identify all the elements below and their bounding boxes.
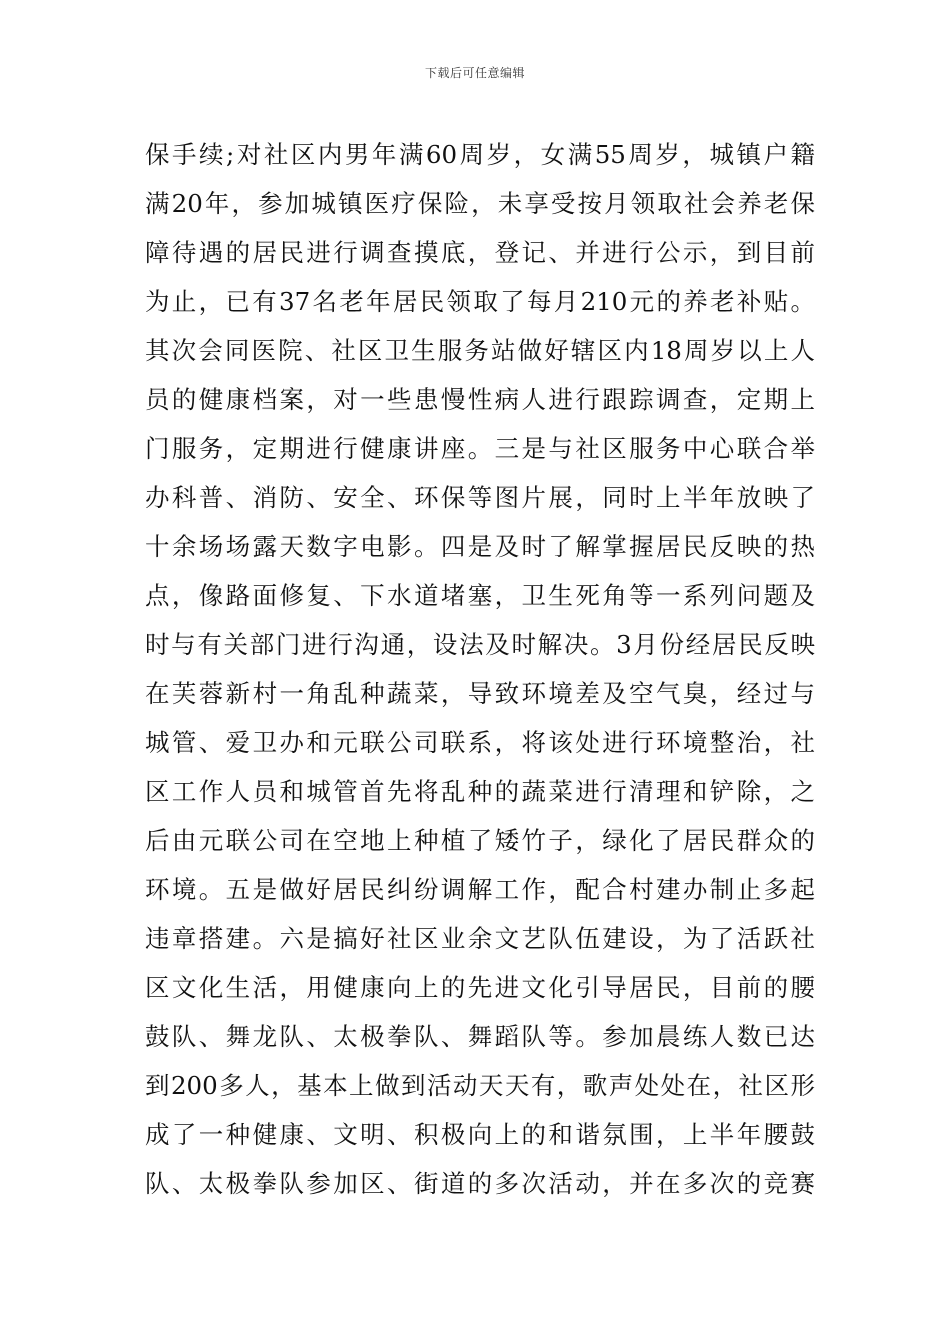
download-note: 下载后可任意编辑	[424, 66, 525, 80]
text-line: 办科普、消防、安全、环保等图片展，同时上半年放映了	[145, 483, 815, 512]
text-line: 员的健康档案，对一些患慢性病人进行跟踪调查，定期上	[145, 385, 815, 414]
text-line: 门服务，定期进行健康讲座。三是与社区服务中心联合举	[145, 434, 815, 463]
text-line: 城管、爱卫办和元联公司联系，将该处进行环境整治，社	[145, 728, 815, 757]
text-line: 在芙蓉新村一角乱种蔬菜，导致环境差及空气臭，经过与	[145, 679, 815, 708]
text-line: 违章搭建。六是搞好社区业余文艺队伍建设，为了活跃社	[145, 924, 815, 953]
text-line: 环境。五是做好居民纠纷调解工作，配合村建办制止多起	[145, 875, 815, 904]
text-line: 时与有关部门进行沟通，设法及时解决。3月份经居民反映	[145, 630, 815, 659]
text-line: 到200多人，基本上做到活动天天有，歌声处处在，社区形	[145, 1071, 815, 1100]
text-line: 保手续;对社区内男年满60周岁，女满55周岁，城镇户籍	[145, 140, 815, 169]
text-line: 障待遇的居民进行调查摸底，登记、并进行公示，到目前	[145, 238, 815, 267]
text-line: 队、太极拳队参加区、街道的多次活动，并在多次的竞赛	[145, 1169, 815, 1198]
text-line: 十余场场露天数字电影。四是及时了解掌握居民反映的热	[145, 532, 815, 561]
text-line: 后由元联公司在空地上种植了矮竹子，绿化了居民群众的	[145, 826, 815, 855]
body-text	[145, 130, 815, 1208]
text-line: 成了一种健康、文明、积极向上的和谐氛围，上半年腰鼓	[145, 1120, 815, 1149]
text-line: 其次会同医院、社区卫生服务站做好辖区内18周岁以上人	[145, 336, 815, 365]
text-line: 为止，已有37名老年居民领取了每月210元的养老补贴。	[145, 287, 815, 316]
text-line: 点，像路面修复、下水道堵塞，卫生死角等一系列问题及	[145, 581, 815, 610]
text-line: 区工作人员和城管首先将乱种的蔬菜进行清理和铲除，之	[145, 777, 815, 806]
text-line: 区文化生活，用健康向上的先进文化引导居民，目前的腰	[145, 973, 815, 1002]
text-line: 鼓队、舞龙队、太极拳队、舞蹈队等。参加晨练人数已达	[145, 1022, 815, 1051]
text-line: 满20年，参加城镇医疗保险，未享受按月领取社会养老保	[145, 189, 815, 218]
